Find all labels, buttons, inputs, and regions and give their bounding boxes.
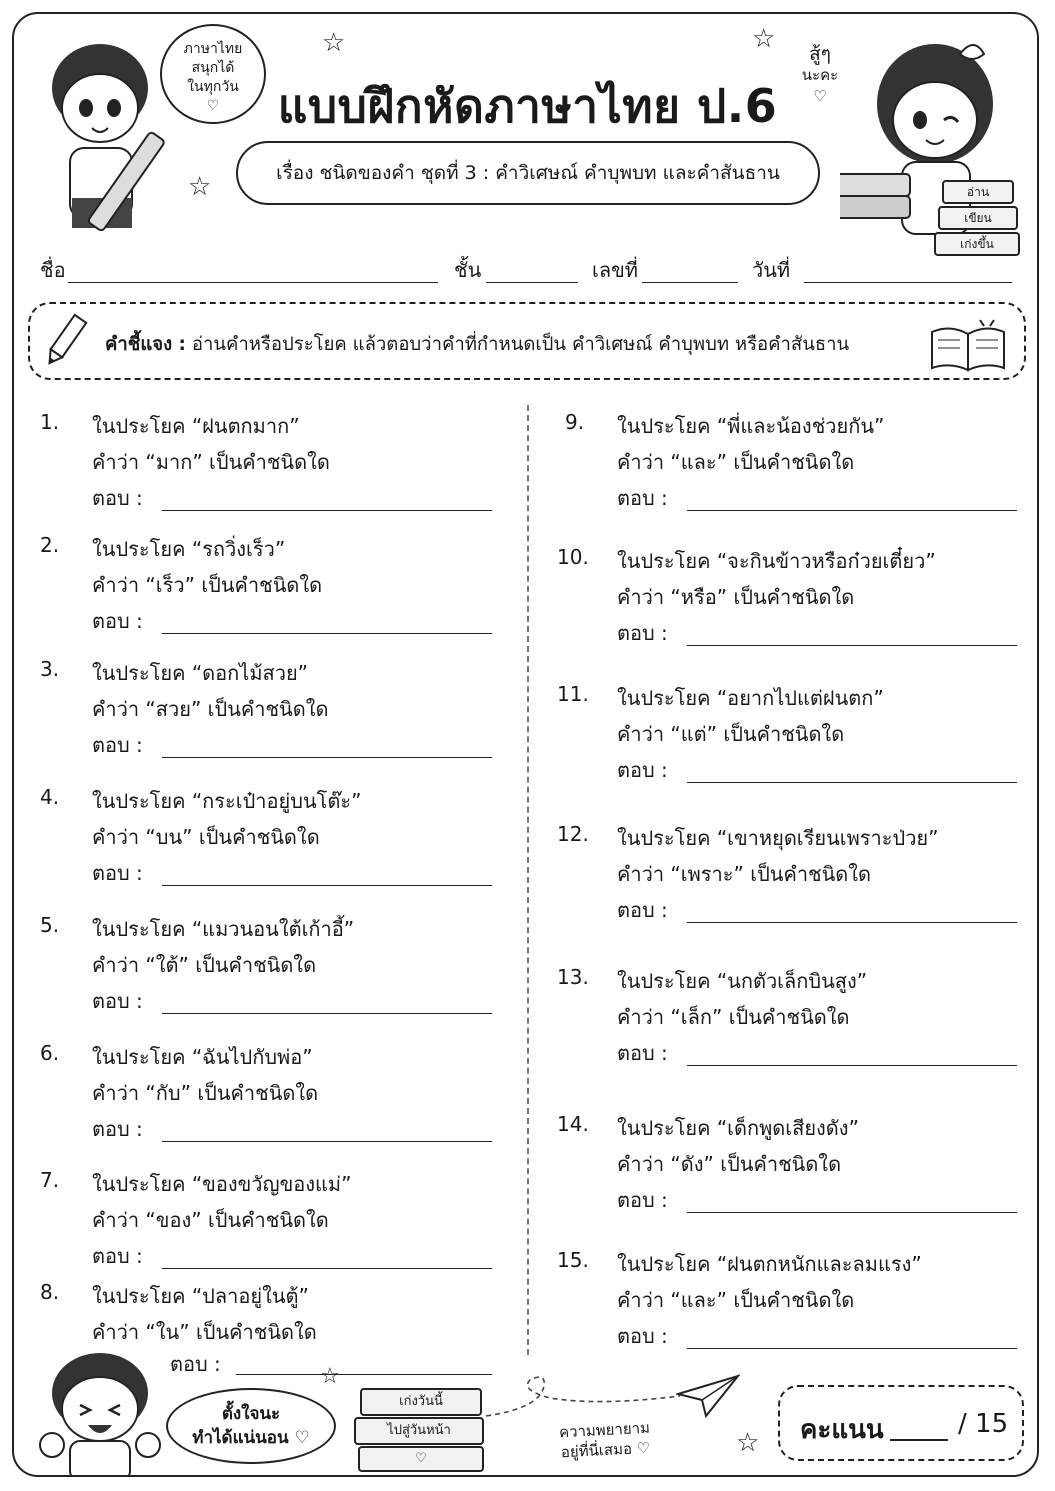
pencil-icon (40, 312, 90, 370)
question-sentence: ในประโยค “นกตัวเล็กบินสูง” (617, 969, 868, 993)
question-prompt: คำว่า “ดัง” เป็นคำชนิดใด (617, 1152, 842, 1176)
answer-label: ตอบ : (617, 621, 668, 645)
answer-label: ตอบ : (92, 861, 143, 885)
motto-line-1: ความพยายาม (558, 1418, 651, 1442)
question-sentence: ในประโยค “พี่และน้องช่วยกัน” (617, 414, 885, 438)
book-write: เขียน (938, 206, 1018, 230)
question-15 (557, 1248, 1025, 1348)
question-number: 5. (40, 913, 60, 937)
class-field[interactable] (486, 282, 578, 283)
question-sentence: ในประโยค “เขาหยุดเรียนเพราะป่วย” (617, 826, 939, 850)
star-icon: ☆ (322, 28, 346, 58)
score-label: คะแนน (800, 1415, 884, 1445)
book-today: เก่งวันนี้ (360, 1388, 482, 1416)
answer-label: ตอบ : (92, 609, 143, 633)
question-sentence: ในประโยค “เด็กพูดเสียงดัง” (617, 1116, 859, 1140)
score-field[interactable] (890, 1439, 948, 1441)
cheering-boy-illustration (22, 1345, 172, 1475)
answer-label: ตอบ : (92, 989, 143, 1013)
star-icon: ☆ (320, 1364, 340, 1389)
question-number: 11. (557, 682, 589, 706)
name-field[interactable] (68, 282, 438, 283)
name-label: ชื่อ (40, 258, 66, 282)
question-10 (557, 545, 1025, 655)
page-title: แบบฝึกหัดภาษาไทย ป.6 (277, 79, 778, 133)
answer-field[interactable] (162, 885, 492, 886)
answer-field[interactable] (162, 1141, 492, 1142)
footer-speech-bubble (166, 1388, 336, 1464)
motto-text (529, 1416, 681, 1464)
question-9 (565, 410, 1025, 520)
instructions-text: อ่านคำหรือประโยค แล้วตอบว่าคำที่กำหนดเป็น คำวิเศษณ์ คำบุพบท หรือคำสันธาน (191, 334, 850, 355)
answer-field[interactable] (687, 1348, 1017, 1349)
question-number: 1. (40, 410, 60, 434)
question-number: 12. (557, 822, 589, 846)
footer-bubble-line-2: ทำได้แน่นอน ♡ (192, 1428, 310, 1448)
answer-field[interactable] (687, 1065, 1017, 1066)
score-total: / 15 (958, 1409, 1009, 1439)
question-prompt: คำว่า “บน” เป็นคำชนิดใด (92, 825, 320, 849)
answer-field[interactable] (687, 645, 1017, 646)
book-read: อ่าน (942, 180, 1014, 204)
boy-bubble-line-2: สนุกได้ (191, 60, 235, 76)
question-number: 13. (557, 965, 589, 989)
answer-label: ตอบ : (617, 1324, 668, 1348)
class-label: ชั้น (454, 258, 482, 282)
answer-label: ตอบ : (92, 733, 143, 757)
worksheet-subtitle: เรื่อง ชนิดของคำ ชุดที่ 3 : คำวิเศษณ์ คำบุพบท และคำสันธาน (236, 141, 820, 205)
question-prompt: คำว่า “แต่” เป็นคำชนิดใด (617, 722, 845, 746)
answer-label: ตอบ : (617, 486, 668, 510)
answer-field[interactable] (162, 1268, 492, 1269)
question-number: 9. (565, 410, 585, 434)
question-number: 2. (40, 533, 60, 557)
student-info-row (40, 248, 1015, 288)
number-label: เลขที่ (592, 258, 638, 282)
number-field[interactable] (642, 282, 738, 283)
question-number: 10. (557, 545, 589, 569)
score-box (778, 1385, 1024, 1461)
question-12 (557, 822, 1025, 932)
question-sentence: ในประโยค “ของขวัญของแม่” (92, 1172, 352, 1196)
answer-field[interactable] (687, 510, 1017, 511)
question-prompt: คำว่า “และ” เป็นคำชนิดใด (617, 1288, 855, 1312)
boy-bubble-line-3: ในทุกวัน (187, 79, 239, 95)
date-field[interactable] (804, 282, 1012, 283)
answer-field[interactable] (162, 757, 492, 758)
book-future: ไปสู่วันหน้า (354, 1417, 484, 1445)
heart-icon: ♡ (206, 98, 220, 114)
question-prompt: คำว่า “ของ” เป็นคำชนิดใด (92, 1208, 329, 1232)
answer-field[interactable] (687, 782, 1017, 783)
paper-plane-icon (676, 1374, 740, 1418)
question-sentence: ในประโยค “จะกินข้าวหรือก๋วยเตี๋ยว” (617, 549, 936, 573)
instructions (105, 330, 849, 359)
instructions-label: คำชี้แจง : (105, 334, 186, 355)
question-sentence: ในประโยค “ปลาอยู่ในตู้” (92, 1284, 309, 1308)
answer-label: ตอบ : (617, 1041, 668, 1065)
answer-label: ตอบ : (617, 898, 668, 922)
girl-cheer-line-2: นะคะ (801, 66, 839, 84)
question-prompt: คำว่า “กับ” เป็นคำชนิดใด (92, 1081, 319, 1105)
question-number: 15. (557, 1248, 589, 1272)
question-prompt: คำว่า “เพราะ” เป็นคำชนิดใด (617, 862, 872, 886)
question-number: 3. (40, 657, 60, 681)
star-icon: ☆ (736, 1428, 760, 1458)
answer-field[interactable] (162, 633, 492, 634)
star-icon: ☆ (752, 24, 776, 54)
answer-field[interactable] (162, 1013, 492, 1014)
column-divider (527, 405, 529, 1355)
answer-label: ตอบ : (92, 486, 143, 510)
star-icon: ☆ (188, 172, 212, 202)
question-sentence: ในประโยค “กระเป๋าอยู่บนโต๊ะ” (92, 789, 362, 813)
question-11 (557, 682, 1025, 792)
question-3 (40, 657, 500, 767)
question-sentence: ในประโยค “ฝนตกมาก” (92, 414, 300, 438)
open-book-icon (928, 318, 1010, 376)
question-sentence: ในประโยค “อยากไปแต่ฝนตก” (617, 686, 884, 710)
question-sentence: ในประโยค “ดอกไม้สวย” (92, 661, 309, 685)
answer-label: ตอบ : (170, 1352, 221, 1376)
answer-label: ตอบ : (617, 1188, 668, 1212)
question-prompt: คำว่า “เล็ก” เป็นคำชนิดใด (617, 1005, 850, 1029)
question-number: 4. (40, 785, 60, 809)
question-number: 7. (40, 1168, 60, 1192)
question-1 (40, 410, 500, 520)
question-7 (40, 1168, 500, 1278)
answer-field[interactable] (236, 1374, 492, 1375)
question-prompt: คำว่า “เร็ว” เป็นคำชนิดใด (92, 573, 323, 597)
question-6 (40, 1041, 500, 1151)
book-heart: ♡ (358, 1446, 484, 1472)
answer-label: ตอบ : (92, 1117, 143, 1141)
girl-cheer-line-1: สู้ๆ (809, 43, 831, 65)
motto-line-2: อยู่ที่นี่เสมอ ♡ (560, 1438, 651, 1462)
question-2 (40, 533, 500, 643)
answer-field[interactable] (687, 922, 1017, 923)
answer-label: ตอบ : (92, 1244, 143, 1268)
question-14 (557, 1112, 1025, 1222)
question-prompt: คำว่า “ใน” เป็นคำชนิดใด (92, 1320, 317, 1344)
answer-label: ตอบ : (617, 758, 668, 782)
question-5 (40, 913, 500, 1023)
answer-field[interactable] (162, 510, 492, 511)
question-sentence: ในประโยค “ฉันไปกับพ่อ” (92, 1045, 313, 1069)
question-prompt: คำว่า “มาก” เป็นคำชนิดใด (92, 450, 330, 474)
footer-bubble-line-1: ตั้งใจนะ (221, 1404, 281, 1424)
question-4 (40, 785, 500, 895)
question-number: 6. (40, 1041, 60, 1065)
question-sentence: ในประโยค “แมวนอนใต้เก้าอี้” (92, 917, 355, 941)
boy-bubble-line-1: ภาษาไทย (183, 41, 243, 57)
question-prompt: คำว่า “หรือ” เป็นคำชนิดใด (617, 585, 855, 609)
question-number: 8. (40, 1280, 60, 1304)
answer-field[interactable] (687, 1212, 1017, 1213)
date-label: วันที่ (752, 258, 791, 282)
book-better: เก่งขึ้น (934, 232, 1020, 256)
heart-icon: ♡ (813, 87, 827, 105)
question-number: 14. (557, 1112, 589, 1136)
question-13 (557, 965, 1025, 1075)
question-sentence: ในประโยค “ฝนตกหนักและลมแรง” (617, 1252, 922, 1276)
question-prompt: คำว่า “สวย” เป็นคำชนิดใด (92, 697, 329, 721)
question-prompt: คำว่า “และ” เป็นคำชนิดใด (617, 450, 855, 474)
question-sentence: ในประโยค “รถวิ่งเร็ว” (92, 537, 286, 561)
question-prompt: คำว่า “ใต้” เป็นคำชนิดใด (92, 953, 317, 977)
